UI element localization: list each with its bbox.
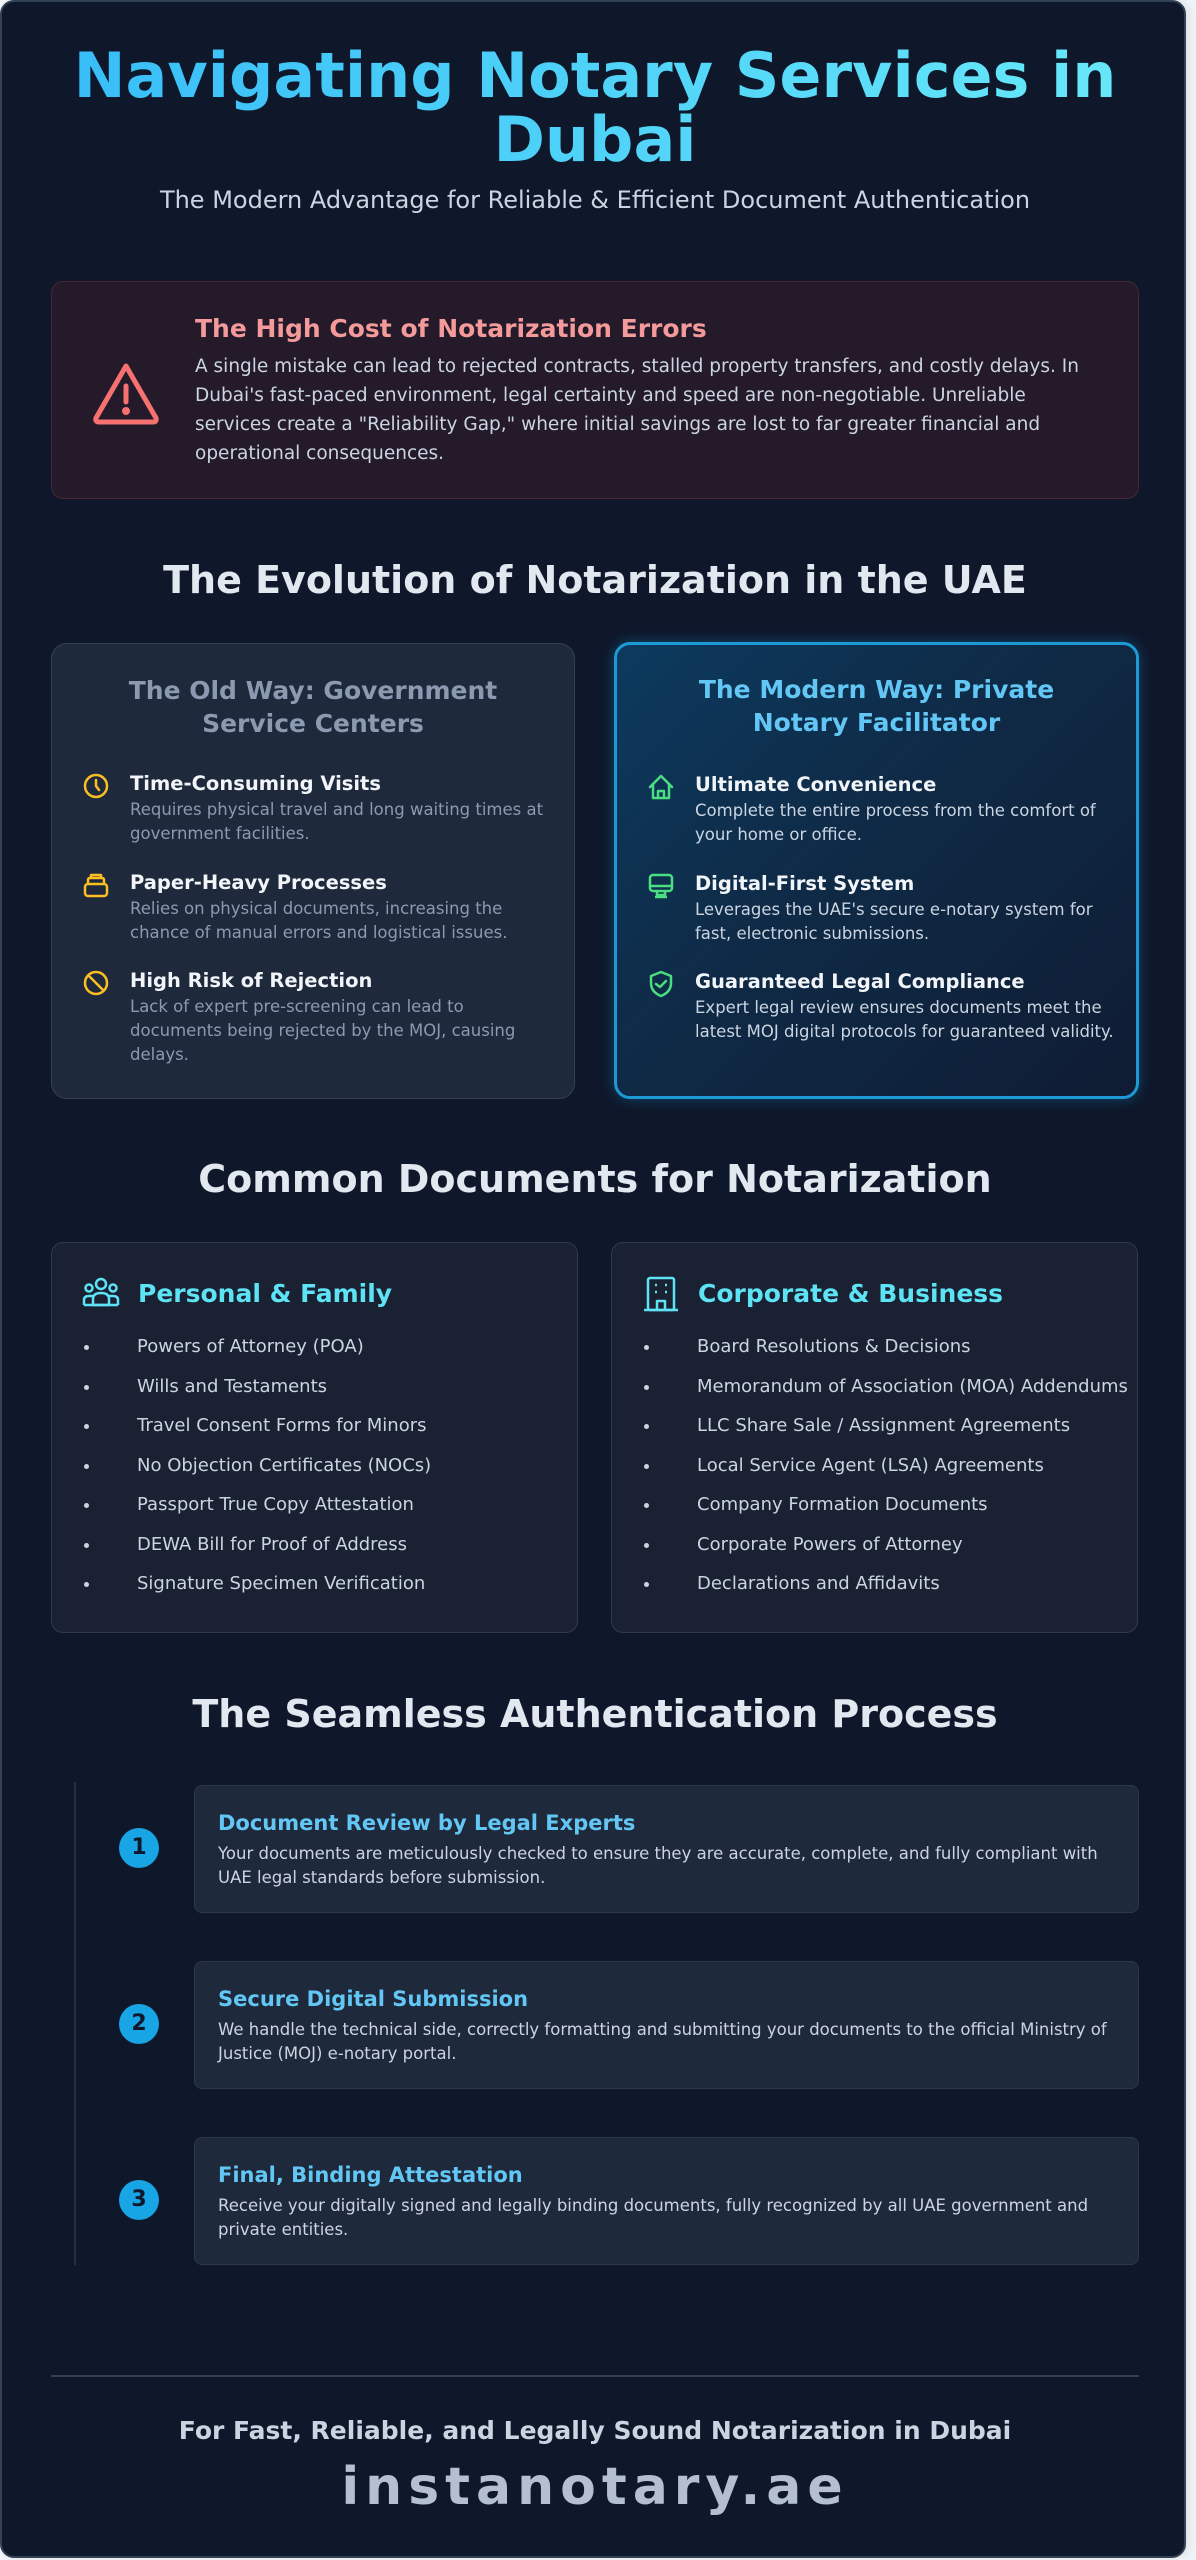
warning-triangle-icon xyxy=(86,354,166,434)
footer-tagline: For Fast, Reliable, and Legally Sound Notarization in Dubai xyxy=(178,2416,1012,2445)
feature-desc: Complete the entire process from the comfort of your home or office. xyxy=(695,801,1096,844)
list-item: Passport True Copy Attestation xyxy=(82,1493,431,1533)
page-title: Navigating Notary Services in Dubai xyxy=(62,44,1128,172)
list-item: No Objection Certificates (NOCs) xyxy=(82,1454,431,1494)
clock-icon xyxy=(82,772,110,800)
step-title: Secure Digital Submission xyxy=(218,1987,529,2011)
old-way-card xyxy=(51,643,575,1099)
list-item: Local Service Agent (LSA) Agreements xyxy=(642,1454,1128,1494)
people-group-icon xyxy=(82,1275,120,1313)
step-number-badge: 3 xyxy=(119,2180,159,2220)
feature-desc: Expert legal review ensures documents meet the latest MOJ digital protocols for guaranteed validity. xyxy=(695,998,1114,1041)
modern-way-card xyxy=(614,642,1139,1099)
list-item: DEWA Bill for Proof of Address xyxy=(82,1533,431,1573)
step-title: Document Review by Legal Experts xyxy=(218,1811,636,1835)
process-step xyxy=(194,2137,1139,2265)
corporate-docs-title: Corporate & Business xyxy=(698,1279,1004,1308)
evolution-heading: The Evolution of Notarization in the UAE xyxy=(163,558,1027,602)
shield-check-icon xyxy=(647,970,675,998)
alert-box xyxy=(51,281,1139,499)
old-way-title: The Old Way: Government Service Centers xyxy=(128,676,498,738)
step-desc: Your documents are meticulously checked to ensure they are accurate, complete, and fully compliant with UAE legal standards before submission. xyxy=(218,1844,1098,1887)
feature-desc: Lack of expert pre-screening can lead to documents being rejected by the MOJ, causing delays. xyxy=(130,997,516,1064)
list-item: Signature Specimen Verification xyxy=(82,1572,431,1612)
brand-link[interactable]: instanotary.ae xyxy=(341,2457,849,2517)
modern-way-title: The Modern Way: Private Notary Facilitator xyxy=(698,675,1055,737)
feature-desc: Relies on physical documents, increasing the chance of manual errors and logistical issues. xyxy=(130,899,508,942)
feature-desc: Requires physical travel and long waiting times at government facilities. xyxy=(130,800,544,843)
paper-stack-icon xyxy=(82,871,110,899)
step-number-badge: 2 xyxy=(119,2004,159,2044)
feature-name: Ultimate Convenience xyxy=(695,773,937,796)
page-subtitle: The Modern Advantage for Reliable & Efficient Document Authentication xyxy=(159,186,1031,214)
building-icon xyxy=(642,1275,680,1313)
list-item: Declarations and Affidavits xyxy=(642,1572,1128,1612)
personal-docs-card xyxy=(51,1242,578,1633)
footer-divider xyxy=(51,2375,1139,2377)
list-item: Corporate Powers of Attorney xyxy=(642,1533,1128,1573)
step-number-badge: 1 xyxy=(119,1828,159,1868)
feature-name: Guaranteed Legal Compliance xyxy=(695,970,1025,993)
process-step xyxy=(194,1961,1139,2089)
home-icon xyxy=(647,773,675,801)
corporate-docs-list xyxy=(642,1335,1128,1612)
documents-heading: Common Documents for Notarization xyxy=(198,1157,992,1201)
step-desc: Receive your digitally signed and legally binding documents, fully recognized by all UAE government and private entities. xyxy=(218,2196,1089,2239)
list-item: Wills and Testaments xyxy=(82,1375,431,1415)
feature-name: Paper-Heavy Processes xyxy=(130,871,387,894)
list-item: Powers of Attorney (POA) xyxy=(82,1335,431,1375)
list-item: Travel Consent Forms for Minors xyxy=(82,1414,431,1454)
step-desc: We handle the technical side, correctly formatting and submitting your documents to the official Ministry of Justice (MOJ) e-notary portal. xyxy=(218,2020,1107,2063)
list-item: LLC Share Sale / Assignment Agreements xyxy=(642,1414,1128,1454)
ban-icon xyxy=(82,969,110,997)
timeline-line xyxy=(74,1782,76,2265)
alert-title: The High Cost of Notarization Errors xyxy=(195,314,707,343)
feature-desc: Leverages the UAE's secure e-notary system for fast, electronic submissions. xyxy=(695,900,1093,943)
feature-name: High Risk of Rejection xyxy=(130,969,373,992)
monitor-icon xyxy=(647,872,675,900)
corporate-docs-card xyxy=(611,1242,1138,1633)
list-item: Company Formation Documents xyxy=(642,1493,1128,1533)
alert-body: A single mistake can lead to rejected contracts, stalled property transfers, and costly delays. In Dubai's fast-paced environment, legal certainty and speed are non-negotiable. Unreliable services create a "Reliability Gap," where initial savings are lost to far greater financial and operational consequences. xyxy=(195,356,1079,464)
list-item: Memorandum of Association (MOA) Addendums xyxy=(642,1375,1128,1415)
step-title: Final, Binding Attestation xyxy=(218,2163,523,2187)
list-item: Board Resolutions & Decisions xyxy=(642,1335,1128,1375)
feature-name: Time-Consuming Visits xyxy=(130,772,381,795)
personal-docs-title: Personal & Family xyxy=(138,1279,393,1308)
feature-name: Digital-First System xyxy=(695,872,915,895)
process-heading: The Seamless Authentication Process xyxy=(192,1692,998,1736)
personal-docs-list xyxy=(82,1335,431,1612)
process-step xyxy=(194,1785,1139,1913)
